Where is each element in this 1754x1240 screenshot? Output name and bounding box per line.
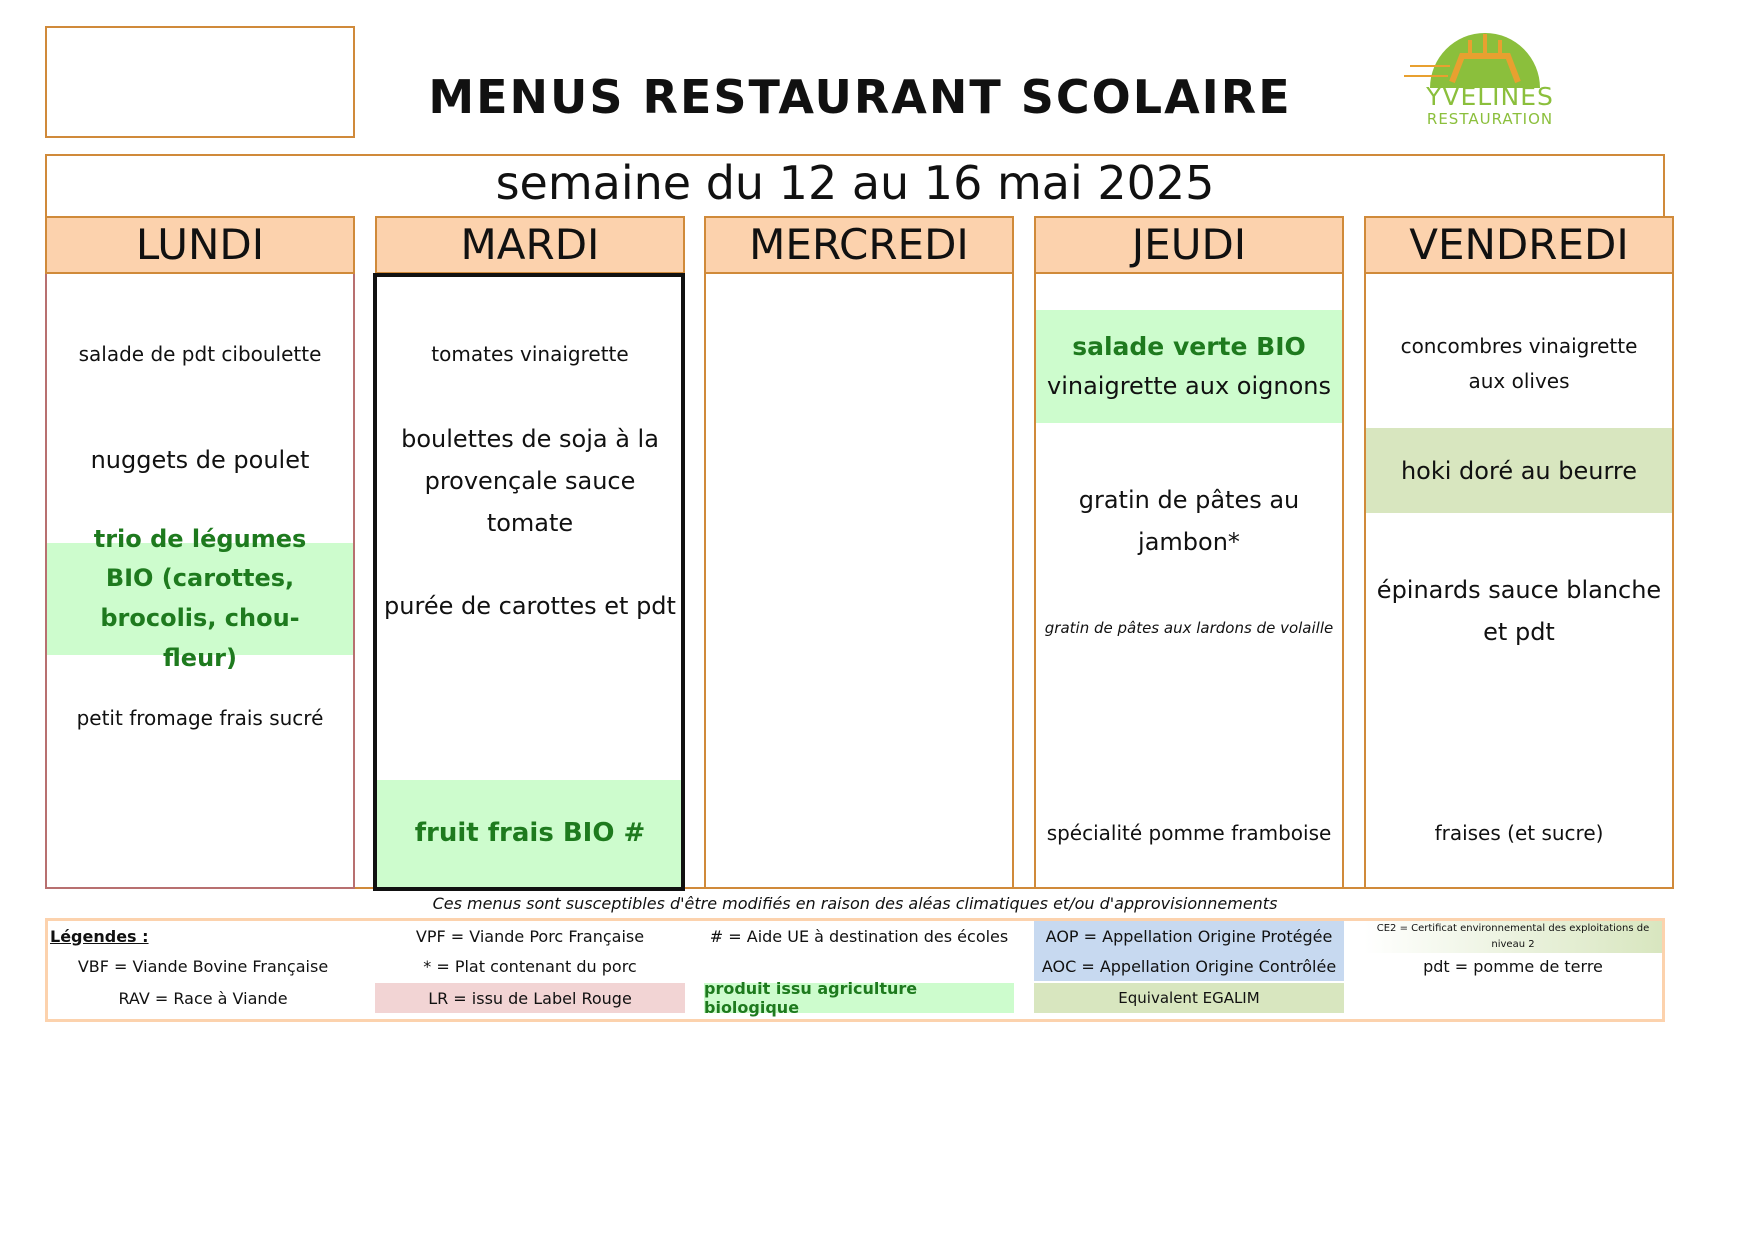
legend-vbf: VBF = Viande Bovine Française xyxy=(77,956,329,976)
mardi-plat: boulettes de soja à la provençale sauce tomate xyxy=(401,425,659,537)
legend-pdt: pdt = pomme de terre xyxy=(1423,956,1603,976)
page-title: MENUS RESTAURANT SCOLAIRE xyxy=(428,70,1292,124)
lundi-entree: salade de pdt ciboulette xyxy=(78,341,322,366)
mardi-entree: tomates vinaigrette xyxy=(431,341,629,366)
legend-egalim: Equivalent EGALIM xyxy=(1034,983,1344,1013)
mardi-dessert: fruit frais BIO # xyxy=(377,780,683,887)
week-title: semaine du 12 au 16 mai 2025 xyxy=(495,156,1215,210)
mardi-highlight-frame xyxy=(373,273,685,891)
legend-aide-ue: # = Aide UE à destination des écoles xyxy=(709,926,1009,946)
lundi-plat: nuggets de poulet xyxy=(90,446,310,474)
column-vendredi xyxy=(1364,216,1674,889)
column-jeudi xyxy=(1034,216,1344,889)
jeudi-dessert: spécialité pomme framboise xyxy=(1046,820,1332,845)
logo-text-restauration: RESTAURATION xyxy=(1426,110,1554,128)
lundi-accompagnement: trio de légumes BIO (carottes, brocolis, chou-fleur) xyxy=(47,543,353,655)
vendredi-plat: hoki doré au beurre xyxy=(1366,428,1672,513)
jeudi-entree-bio: salade verte BIO xyxy=(1072,332,1306,362)
legend-aop: AOP = Appellation Origine Protégée xyxy=(1034,921,1344,951)
column-mercredi xyxy=(704,216,1014,889)
column-lundi xyxy=(45,216,355,889)
lundi-laitage: petit fromage frais sucré xyxy=(76,705,324,730)
legend-vpf: VPF = Viande Porc Française xyxy=(415,926,645,946)
vendredi-dessert: fraises (et sucre) xyxy=(1434,820,1604,845)
vendredi-entree: concombres vinaigrette aux olives xyxy=(1400,334,1638,393)
legend-title: Légendes : xyxy=(50,926,149,946)
day-header-mardi: MARDI xyxy=(375,216,685,274)
legend-label-rouge: LR = issu de Label Rouge xyxy=(375,983,685,1013)
legend-aoc: AOC = Appellation Origine Contrôlée xyxy=(1034,951,1344,981)
jeudi-entree-vinaigrette: vinaigrette aux oignons xyxy=(1047,372,1331,401)
day-header-lundi: LUNDI xyxy=(45,216,355,274)
day-header-vendredi: VENDREDI xyxy=(1364,216,1674,274)
legend-rav: RAV = Race à Viande xyxy=(118,988,288,1008)
vendredi-accompagnement: épinards sauce blanche et pdt xyxy=(1376,576,1662,646)
legend-box xyxy=(45,918,1665,1022)
jeudi-alternative: gratin de pâtes aux lardons de volaille xyxy=(1044,618,1334,637)
jeudi-entree xyxy=(1036,310,1342,423)
day-header-mercredi: MERCREDI xyxy=(704,216,1014,274)
legend-porc: * = Plat contenant du porc xyxy=(423,956,637,976)
blank-frame xyxy=(45,26,355,138)
legend-ce2: CE2 = Certificat environnemental des exploitations de niveau 2 xyxy=(1364,921,1662,953)
legend-bio: produit issu agriculture biologique xyxy=(704,983,1014,1013)
jeudi-plat: gratin de pâtes au jambon* xyxy=(1078,486,1300,556)
logo-text-yvelines: YVELINES xyxy=(1426,82,1554,111)
mardi-accompagnement: purée de carottes et pdt xyxy=(384,592,676,620)
day-header-jeudi: JEUDI xyxy=(1034,216,1344,274)
disclaimer-note: Ces menus sont susceptibles d'être modifiés en raison des aléas climatiques et/ou d'approvisionnements xyxy=(432,894,1278,913)
